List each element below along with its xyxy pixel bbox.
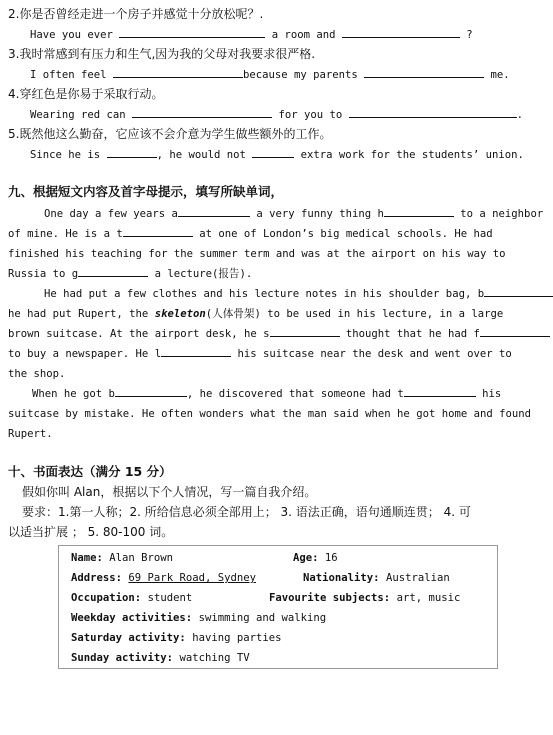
q5-english bbox=[30, 146, 524, 163]
p2-text: he had put Rupert, the bbox=[8, 308, 149, 320]
q4-text-a: Wearing red can bbox=[30, 109, 126, 121]
p1-line-1 bbox=[8, 204, 548, 224]
p3-text: his bbox=[482, 388, 502, 400]
blank-f[interactable] bbox=[480, 325, 550, 337]
q4-chinese: 4.穿红色是你易于采取行动。 bbox=[8, 87, 164, 101]
saturday-value: having parties bbox=[192, 632, 282, 644]
q3-text-a: I often feel bbox=[30, 69, 107, 81]
address-value: 69 Park Road, Sydney bbox=[128, 572, 256, 584]
p1-text: of mine. He is a t bbox=[8, 228, 123, 240]
p3-text: When he got b bbox=[32, 388, 115, 400]
q5-blank-2[interactable] bbox=[252, 146, 294, 158]
section-10-intro: 假如你叫 Alan，根据以下个人情况，写一篇自我介绍。 bbox=[22, 485, 317, 499]
name-value: Alan Brown bbox=[109, 552, 174, 564]
p1-line-2 bbox=[8, 224, 548, 244]
q3-english bbox=[30, 66, 510, 83]
q5-text-b: , he would not bbox=[156, 149, 246, 161]
p2-text: to be used in his lecture, in a large bbox=[267, 308, 504, 320]
p2-text: to buy a newspaper. He l bbox=[8, 348, 162, 360]
p2-text: brown suitcase. At the airport desk, he s bbox=[8, 328, 270, 340]
q3-blank-1[interactable] bbox=[113, 66, 243, 78]
saturday-row bbox=[71, 630, 282, 646]
q3-text-c: me. bbox=[490, 69, 510, 81]
nationality-label: Nationality: bbox=[303, 572, 380, 584]
occupation-label: Occupation: bbox=[71, 592, 142, 604]
age-value: 16 bbox=[324, 552, 338, 564]
age-label: Age: bbox=[293, 552, 319, 564]
p1-text: a lecture(报告). bbox=[154, 268, 253, 280]
blank-h[interactable] bbox=[384, 205, 454, 217]
nationality-value: Australian bbox=[385, 572, 450, 584]
subjects-value: art, music bbox=[396, 592, 461, 604]
p2-text: He had put a few clothes and his lecture notes in his shoulder bag, b bbox=[44, 288, 485, 300]
sunday-row bbox=[71, 650, 250, 666]
p2-line-3 bbox=[8, 324, 548, 344]
sunday-value: watching TV bbox=[179, 652, 250, 664]
age-row bbox=[293, 550, 338, 566]
q5-blank-1[interactable] bbox=[107, 146, 157, 158]
q4-blank-2[interactable] bbox=[349, 106, 517, 118]
q4-text-c: . bbox=[516, 109, 524, 121]
blank-s[interactable] bbox=[270, 325, 340, 337]
p1-line-4 bbox=[8, 264, 548, 284]
address-label: Address: bbox=[71, 572, 123, 584]
address-row bbox=[71, 570, 256, 586]
q5-text-a: Since he is bbox=[30, 149, 101, 161]
name-label: Name: bbox=[71, 552, 103, 564]
q2-text-a: Have you ever bbox=[30, 29, 113, 41]
p1-text: to a neighbor bbox=[460, 208, 544, 220]
p2-line-2 bbox=[8, 304, 548, 324]
p1-line-3: finished his teaching for the summer term and was at the airport on his way to bbox=[8, 248, 506, 260]
q2-english bbox=[30, 26, 473, 43]
p3-line-3: Rupert. bbox=[8, 428, 53, 440]
blank-g[interactable] bbox=[78, 265, 148, 277]
occupation-value: student bbox=[147, 592, 193, 604]
nationality-row bbox=[303, 570, 450, 586]
p2-line-5: the shop. bbox=[8, 368, 66, 380]
q4-blank-1[interactable] bbox=[132, 106, 272, 118]
p1-text: One day a few years a bbox=[44, 208, 178, 220]
section-10-requirements-1: 要求：1.第一人称；2. 所给信息必须全部用上； 3. 语法正确，语句通顺连贯； 4. 可 bbox=[22, 505, 471, 519]
p1-text: Russia to g bbox=[8, 268, 79, 280]
q5-chinese: 5.既然他这么勤奋，它应该不会介意为学生做些额外的工作。 bbox=[8, 127, 332, 141]
section-10-requirements-2: 以适当扩展 ； 5. 80-100 词。 bbox=[8, 525, 174, 539]
q3-blank-2[interactable] bbox=[364, 66, 484, 78]
saturday-label: Saturday activity: bbox=[71, 632, 186, 644]
q5-text-c: extra work for the students’ union. bbox=[300, 149, 524, 161]
weekday-value: swimming and walking bbox=[198, 612, 327, 624]
blank-a[interactable] bbox=[178, 205, 250, 217]
info-card bbox=[58, 545, 498, 669]
q2-blank-2[interactable] bbox=[342, 26, 460, 38]
p1-text: a very funny thing h bbox=[256, 208, 384, 220]
q4-text-b: for you to bbox=[278, 109, 343, 121]
q4-english bbox=[30, 106, 523, 123]
section-9-passage bbox=[8, 204, 548, 444]
p2-text: thought that he had f bbox=[345, 328, 480, 340]
subjects-label: Favourite subjects: bbox=[269, 592, 391, 604]
weekday-label: Weekday activities: bbox=[71, 612, 193, 624]
p1-text: at one of London’s big medical schools. He had bbox=[199, 228, 493, 240]
q2-blank-1[interactable] bbox=[119, 26, 265, 38]
p3-line-2: suitcase by mistake. He often wonders what the man said when he got home and found bbox=[8, 408, 531, 420]
q2-chinese: 2.你是否曾经走进一个房子并感觉十分放松呢？. bbox=[8, 7, 264, 21]
p2-line-1 bbox=[8, 284, 548, 304]
skeleton-word: skeleton bbox=[154, 308, 206, 320]
p3-text: , he discovered that someone had t bbox=[186, 388, 404, 400]
blank-b[interactable] bbox=[484, 285, 553, 297]
section-9-title: 九、根据短文内容及首字母提示，填写所缺单词， bbox=[8, 184, 284, 199]
section-10-title: 十、书面表达（满分 15 分） bbox=[8, 464, 172, 479]
blank-b2[interactable] bbox=[115, 385, 187, 397]
subjects-row bbox=[269, 590, 460, 606]
name-row bbox=[71, 550, 173, 566]
q3-text-b: because my parents bbox=[242, 69, 358, 81]
weekday-row bbox=[71, 610, 326, 626]
p2-line-4 bbox=[8, 344, 548, 364]
blank-l[interactable] bbox=[161, 345, 231, 357]
blank-t2[interactable] bbox=[404, 385, 476, 397]
p2-text: (人体骨架) bbox=[205, 308, 261, 320]
q2-text-b: a room and bbox=[271, 29, 336, 41]
p2-text: his suitcase near the desk and went over to bbox=[237, 348, 512, 360]
q3-chinese: 3.我时常感到有压力和生气,因为我的父母对我要求很严格. bbox=[8, 47, 316, 61]
blank-t[interactable] bbox=[123, 225, 193, 237]
q2-text-c: ? bbox=[466, 29, 473, 41]
sunday-label: Sunday activity: bbox=[71, 652, 174, 664]
occupation-row bbox=[71, 590, 192, 606]
p3-line-1 bbox=[8, 384, 548, 404]
